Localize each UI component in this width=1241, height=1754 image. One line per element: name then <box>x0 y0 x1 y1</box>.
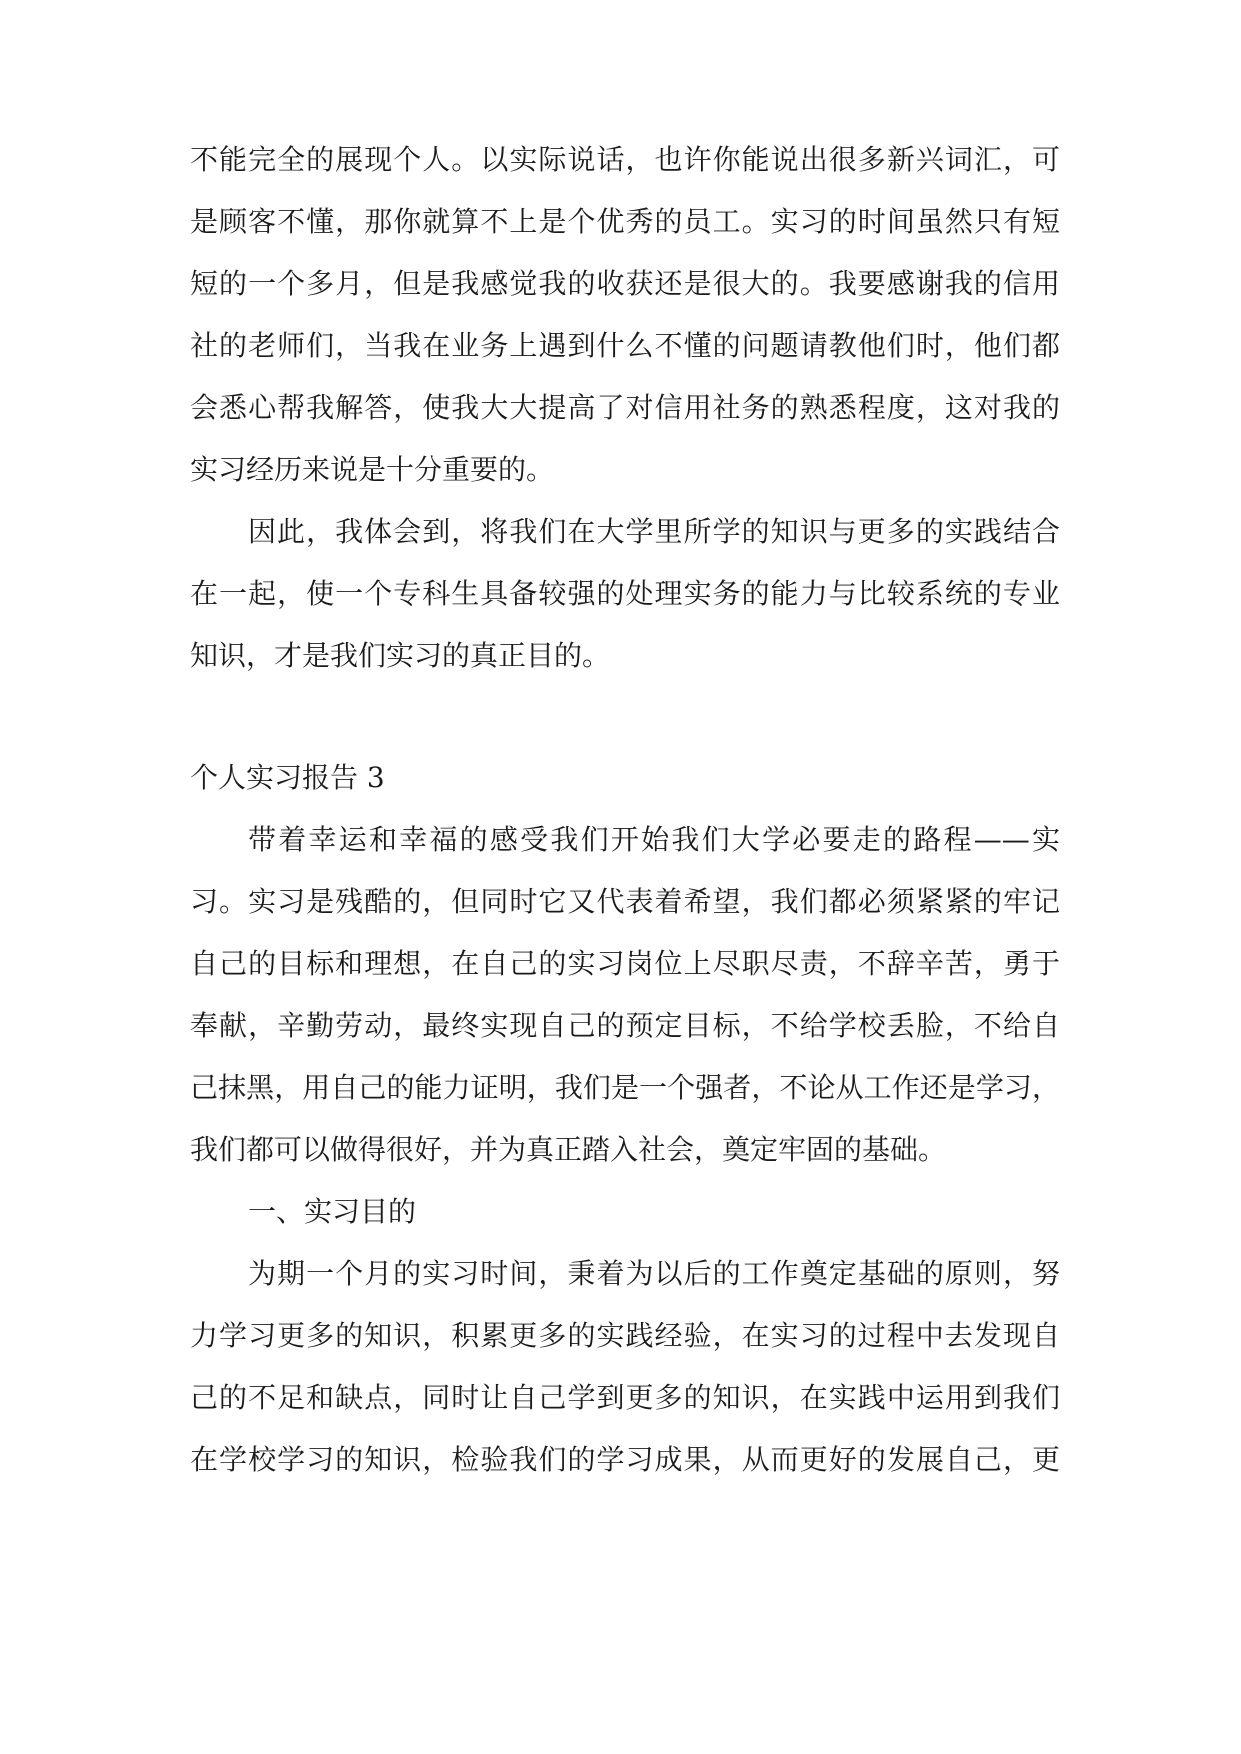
paragraph-line: 在一起，使一个专科生具备较强的处理实务的能力与比较系统的专业 <box>190 577 1060 610</box>
paragraph-line: 自己的目标和理想，在自己的实习岗位上尽职尽责，不辞辛苦，勇于 <box>190 947 1060 980</box>
paragraph-line: 社的老师们，当我在业务上遇到什么不懂的问题请教他们时，他们都 <box>190 329 1060 362</box>
paragraph-line: 知识，才是我们实习的真正目的。 <box>190 639 611 672</box>
paragraph-line: 会悉心帮我解答，使我大大提高了对信用社务的熟悉程度，这对我的 <box>190 391 1060 424</box>
paragraph-line: 不能完全的展现个人。以实际说话，也许你能说出很多新兴词汇，可 <box>190 143 1060 176</box>
paragraph-line: 我们都可以做得很好，并为真正踏入社会，奠定牢固的基础。 <box>190 1133 947 1166</box>
paragraph-line: 习。实习是残酷的，但同时它又代表着希望，我们都必须紧紧的牢记 <box>190 885 1060 918</box>
paragraph-line: 因此，我体会到，将我们在大学里所学的知识与更多的实践结合 <box>248 515 1060 548</box>
paragraph-line: 是顾客不懂，那你就算不上是个优秀的员工。实习的时间虽然只有短 <box>190 205 1060 238</box>
paragraph-line: 为期一个月的实习时间，秉着为以后的工作奠定基础的原则，努 <box>248 1257 1060 1290</box>
paragraph-line: 力学习更多的知识，积累更多的实践经验，在实习的过程中去发现自 <box>190 1319 1060 1352</box>
paragraph-line: 短的一个多月，但是我感觉我的收获还是很大的。我要感谢我的信用 <box>190 267 1060 300</box>
paragraph-line: 己抹黑，用自己的能力证明，我们是一个强者，不论从工作还是学习， <box>190 1071 1060 1104</box>
paragraph-line: 奉献，辛勤劳动，最终实现自己的预定目标，不给学校丢脸，不给自 <box>190 1009 1060 1042</box>
paragraph-line: 在学校学习的知识，检验我们的学习成果，从而更好的发展自己，更 <box>190 1443 1060 1476</box>
paragraph-line: 己的不足和缺点，同时让自己学到更多的知识，在实践中运用到我们 <box>190 1381 1060 1414</box>
paragraph-line: 带着幸运和幸福的感受我们开始我们大学必要走的路程——实 <box>248 823 1060 856</box>
paragraph-line: 实习经历来说是十分重要的。 <box>190 453 555 486</box>
section-heading: 一、实习目的 <box>248 1195 417 1228</box>
report-title: 个人实习报告 3 <box>190 761 385 794</box>
